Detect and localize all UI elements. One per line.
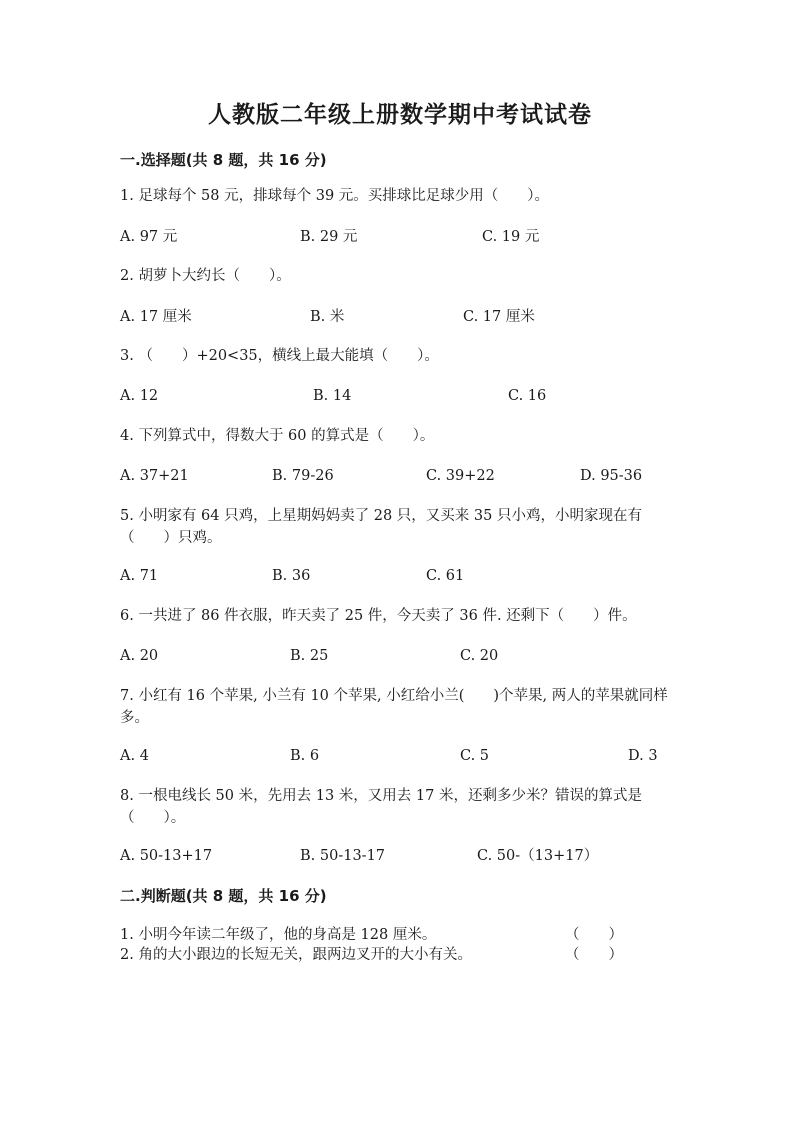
judgment-answer-blank-1[interactable]: （ ） [565, 927, 623, 943]
section-heading-true-false: 二.判断题(共 8 题，共 16 分) [120, 887, 327, 905]
question-5: 5. 小明家有 64 只鸡，上星期妈妈卖了 28 只，又买来 35 只小鸡，小明家现在有（ ）只鸡。 [120, 508, 642, 546]
question-6: 6. 一共进了 86 件衣服，昨天卖了 25 件，今天卖了 36 件. 还剩下（ ）件。 [120, 608, 637, 624]
option-6b: B. 25 [290, 648, 329, 664]
option-7d: D. 3 [628, 748, 658, 764]
judgment-item-2: 2. 角的大小跟边的长短无关，跟两边叉开的大小有关。 [120, 947, 472, 963]
option-1a: A. 97 元 [120, 229, 178, 245]
option-5c: C. 61 [426, 568, 465, 584]
option-7b: B. 6 [290, 748, 320, 764]
question-8: 8. 一根电线长 50 米，先用去 13 米，又用去 17 米，还剩多少米？错误的算式是（ ）。 [120, 788, 642, 826]
option-1b: B. 29 元 [300, 229, 358, 245]
option-2b: B. 米 [310, 309, 345, 325]
option-3b: B. 14 [313, 388, 352, 404]
judgment-answer-blank-2[interactable]: （ ） [565, 947, 623, 963]
option-8b: B. 50-13-17 [300, 848, 386, 864]
option-4d: D. 95-36 [580, 468, 643, 484]
option-7c: C. 5 [460, 748, 490, 764]
question-2: 2. 胡萝卜大约长（ ）。 [120, 268, 291, 284]
option-4a: A. 37+21 [120, 468, 189, 484]
question-1: 1. 足球每个 58 元，排球每个 39 元。买排球比足球少用（ ）。 [120, 188, 550, 204]
option-2a: A. 17 厘米 [120, 309, 192, 325]
option-6a: A. 20 [120, 648, 159, 664]
option-1c: C. 19 元 [482, 229, 540, 245]
option-7a: A. 4 [120, 748, 149, 764]
option-8a: A. 50-13+17 [120, 848, 213, 864]
option-3a: A. 12 [120, 388, 159, 404]
judgment-item-1: 1. 小明今年读二年级了，他的身高是 128 厘米。 [120, 927, 437, 943]
question-4: 4. 下列算式中，得数大于 60 的算式是（ ）。 [120, 428, 435, 444]
option-6c: C. 20 [460, 648, 499, 664]
section-heading-choice: 一.选择题(共 8 题，共 16 分) [120, 151, 327, 169]
option-2c: C. 17 厘米 [463, 309, 535, 325]
option-5b: B. 36 [272, 568, 311, 584]
page-title: 人教版二年级上册数学期中考试试卷 [208, 102, 592, 128]
option-3c: C. 16 [508, 388, 547, 404]
option-4b: B. 79-26 [272, 468, 334, 484]
question-7: 7. 小红有 16 个苹果, 小兰有 10 个苹果, 小红给小兰( )个苹果, 两人的苹果就同样多。 [120, 688, 668, 726]
option-8c: C. 50-（13+17） [477, 848, 599, 864]
question-3: 3. （ ）+20<35，横线上最大能填（ ）。 [120, 348, 439, 364]
option-4c: C. 39+22 [426, 468, 495, 484]
option-5a: A. 71 [120, 568, 159, 584]
